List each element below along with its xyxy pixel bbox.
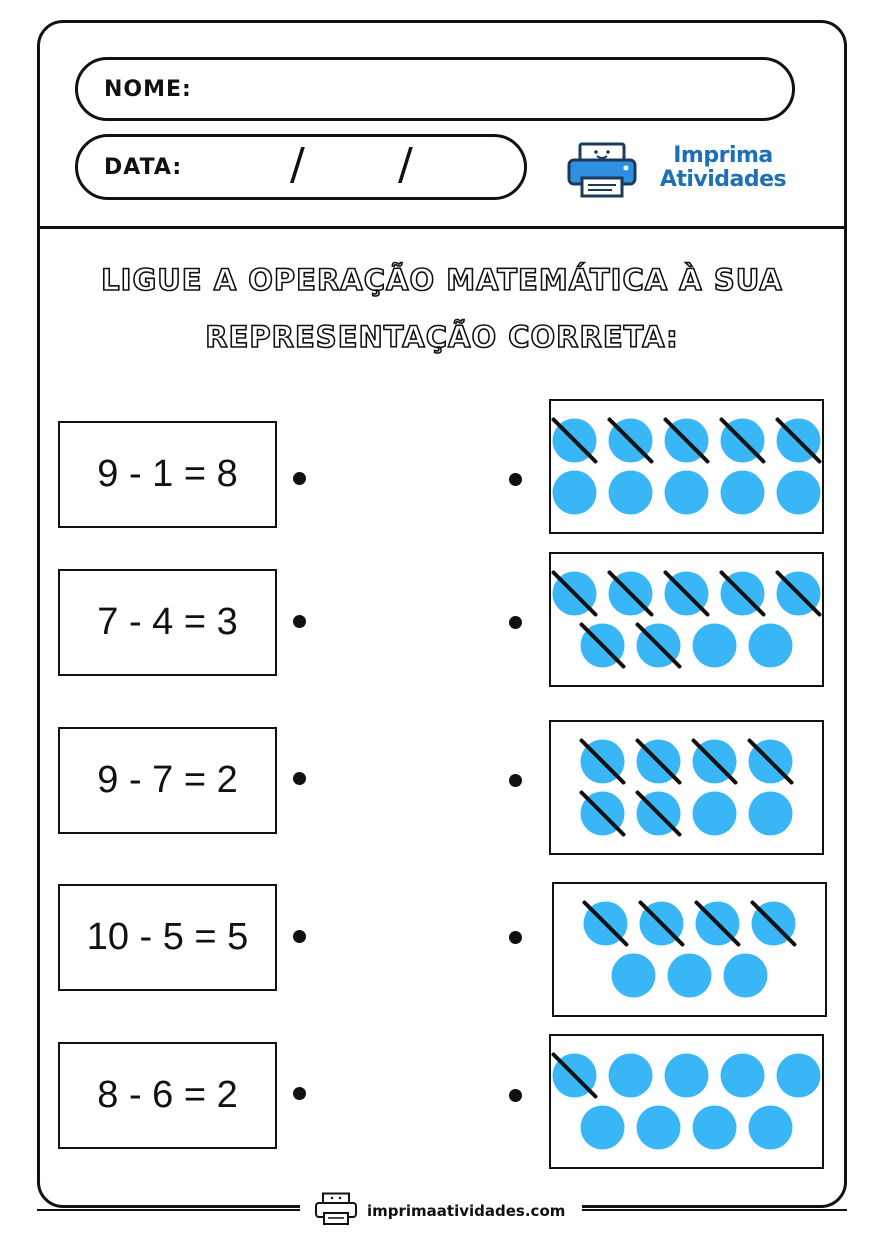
counter xyxy=(612,954,656,998)
counter-group xyxy=(554,884,825,1015)
operation-box-2: 7 - 4 = 3 xyxy=(58,569,277,676)
counter-group xyxy=(551,1036,822,1167)
name-label: NOME: xyxy=(104,76,192,102)
right-connect-dot-2[interactable] xyxy=(509,616,522,629)
left-connect-dot-3[interactable] xyxy=(293,772,306,785)
counter xyxy=(777,1054,821,1098)
counter xyxy=(749,624,793,668)
logo-line-1: Imprima xyxy=(673,143,773,168)
left-connect-dot-1[interactable] xyxy=(293,472,306,485)
counter xyxy=(749,1106,793,1150)
footer-printer-icon xyxy=(314,1192,358,1226)
instruction-line-2: REPRESENTAÇÃO CORRETA: xyxy=(205,320,679,354)
counter xyxy=(581,1106,625,1150)
counter xyxy=(721,1054,765,1098)
operation-box-1: 9 - 1 = 8 xyxy=(58,421,277,528)
counter xyxy=(665,471,709,515)
counter xyxy=(553,471,597,515)
counter xyxy=(609,471,653,515)
left-connect-dot-5[interactable] xyxy=(293,1087,306,1100)
counter xyxy=(749,792,793,836)
counter-picture-5 xyxy=(549,1034,824,1169)
date-label: DATA: xyxy=(104,154,183,180)
counter xyxy=(721,471,765,515)
counter-group xyxy=(551,554,822,685)
printer-logo-icon xyxy=(566,142,638,198)
counter xyxy=(668,954,712,998)
counter-picture-2 xyxy=(549,552,824,687)
counter-picture-1 xyxy=(549,399,824,534)
logo-text xyxy=(648,144,798,192)
operation-box-5: 8 - 6 = 2 xyxy=(58,1042,277,1149)
operation-box-3: 9 - 7 = 2 xyxy=(58,727,277,834)
counter-group xyxy=(551,722,822,853)
counter-picture-3 xyxy=(549,720,824,855)
date-separator-1: / xyxy=(290,139,305,190)
right-connect-dot-5[interactable] xyxy=(509,1089,522,1102)
footer-line-right xyxy=(580,1209,847,1211)
counter xyxy=(693,624,737,668)
counter xyxy=(693,1106,737,1150)
left-connect-dot-2[interactable] xyxy=(293,615,306,628)
instruction-line-1: LIGUE A OPERAÇÃO MATEMÁTICA À SUA xyxy=(101,263,783,297)
counter-group xyxy=(551,401,822,532)
counter xyxy=(724,954,768,998)
left-connect-dot-4[interactable] xyxy=(293,930,306,943)
operation-box-4: 10 - 5 = 5 xyxy=(58,884,277,991)
counter-picture-4 xyxy=(552,882,827,1017)
counter xyxy=(665,1054,709,1098)
date-separator-2: / xyxy=(398,139,413,190)
counter xyxy=(609,1054,653,1098)
right-connect-dot-1[interactable] xyxy=(509,473,522,486)
header-divider xyxy=(37,226,847,229)
right-connect-dot-3[interactable] xyxy=(509,774,522,787)
counter xyxy=(777,471,821,515)
footer-website[interactable]: imprimaatividades.com xyxy=(367,1202,566,1220)
name-field[interactable] xyxy=(75,57,795,121)
counter xyxy=(693,792,737,836)
right-connect-dot-4[interactable] xyxy=(509,931,522,944)
logo-line-2: Atividades xyxy=(659,167,787,192)
counter xyxy=(637,1106,681,1150)
footer-line-left xyxy=(37,1209,307,1211)
